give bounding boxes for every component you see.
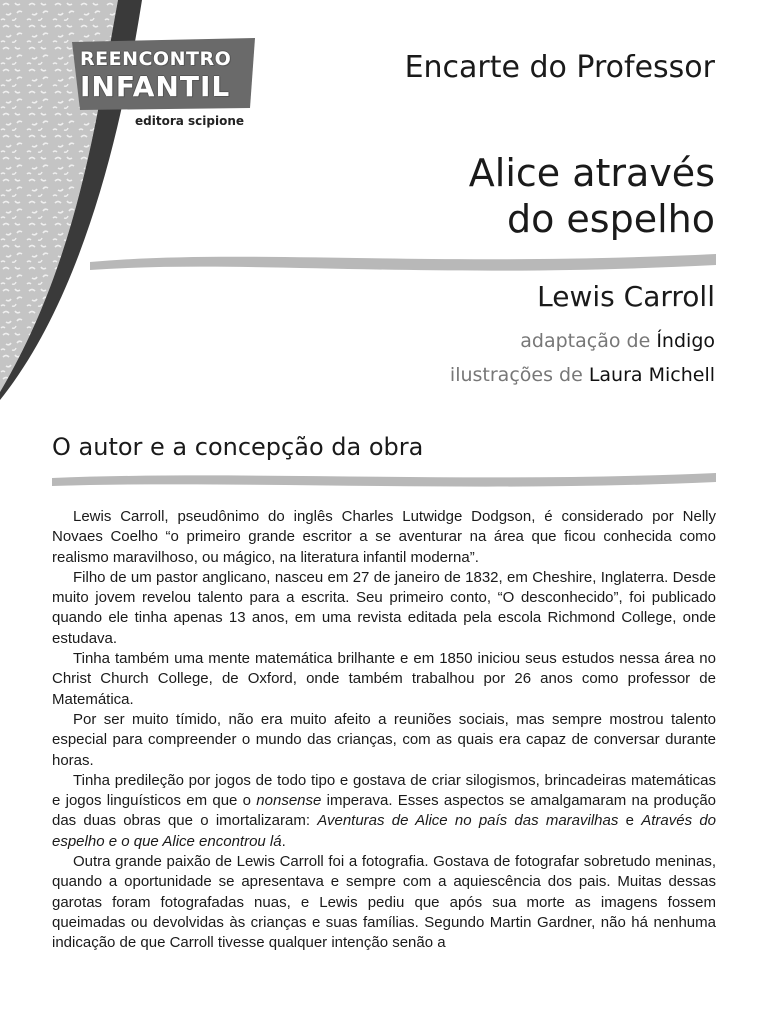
title-line2: do espelho	[506, 197, 715, 241]
book-title	[469, 150, 715, 242]
adaptation-credit	[520, 330, 715, 352]
publisher-name: editora scipione	[135, 114, 245, 128]
paragraph-6: Outra grande paixão de Lewis Carroll foi a fotografia. Gostava de fotografar sobretudo meninas, quando a oportunidade se apresentava e sempre com a aquiescência dos pais. Muitas dessas garotas foram fotografadas nuas, e Lewis pediu que após sua morte as imagens fossem queimadas ou devolvidas às crianças e suas famílias. Segundo Martin Gardner, não há nenhuma indicação de que Carroll tivesse qualquer intenção senão a	[52, 853, 716, 952]
paragraph-4: Por ser muito tímido, não era muito afeito a reuniões sociais, mas sempre mostrou talento especial para compreender o mundo das crianças, com as quais era capaz de conversar durante horas.	[52, 710, 716, 769]
paragraph-3: Tinha também uma mente matemática brilhante e em 1850 iniciou seus estudos nessa área no Christ Church College, de Oxford, onde também trabalhou por 26 anos como professor de Matemática.	[52, 650, 716, 708]
logo-line1: REENCONTRO	[80, 48, 232, 70]
illustration-name: Laura Michell	[588, 364, 715, 386]
p5-text-g: .	[281, 832, 286, 850]
p5-text-a: Tinha predileção por jogos de todo tipo e gostava de criar silogismos, brincadeiras matemáticas e jogos linguísticos em que o	[52, 771, 716, 810]
paragraph-1: Lewis Carroll, pseudônimo do inglês Charles Lutwidge Dodgson, é considerado por Nelly Novaes Coelho “o primeiro grande escritor a se aventurar na área que ficou conhecida como realismo maravilhoso, ou mágico, na literatura infantil moderna”.	[52, 508, 716, 566]
body-text	[52, 507, 716, 954]
author-name: Lewis Carroll	[537, 280, 715, 313]
title-line1: Alice através	[468, 151, 715, 195]
illustration-prefix: ilustrações de	[449, 364, 583, 386]
p5-text-c: imperava. Esses aspectos se amalgamaram na produção das duas obras que o imortalizaram:	[52, 792, 716, 830]
p5-book-1: Aventuras de Alice no país das maravilhas	[317, 812, 619, 830]
paragraph-2: Filho de um pastor anglicano, nasceu em 27 de janeiro de 1832, em Cheshire, Inglaterra. Desde muito jovem revelou talento para a escrita. Seu primeiro conto, “O desconhecido”, foi publicado quando ele tinha apenas 13 anos, em uma revista editada pela escola Richmond College, onde estudava.	[52, 568, 716, 647]
section-title: O autor e a concepção da obra	[52, 433, 424, 461]
insert-label: Encarte do Professor	[404, 50, 715, 85]
section-rule	[52, 473, 716, 487]
header-rule	[90, 254, 716, 271]
illustration-credit	[450, 364, 715, 386]
p5-text-e: e	[618, 812, 642, 830]
paragraph-5	[52, 771, 716, 852]
p5-nonsense: nonsense	[256, 792, 322, 810]
p5-book-2: Através do espelho e o que Alice encontrou lá	[52, 812, 716, 850]
adaptation-prefix: adaptação de	[520, 330, 651, 352]
adaptation-name: Índigo	[656, 330, 715, 352]
logo-line2: INFANTIL	[80, 70, 231, 103]
publisher-logo	[72, 40, 262, 120]
